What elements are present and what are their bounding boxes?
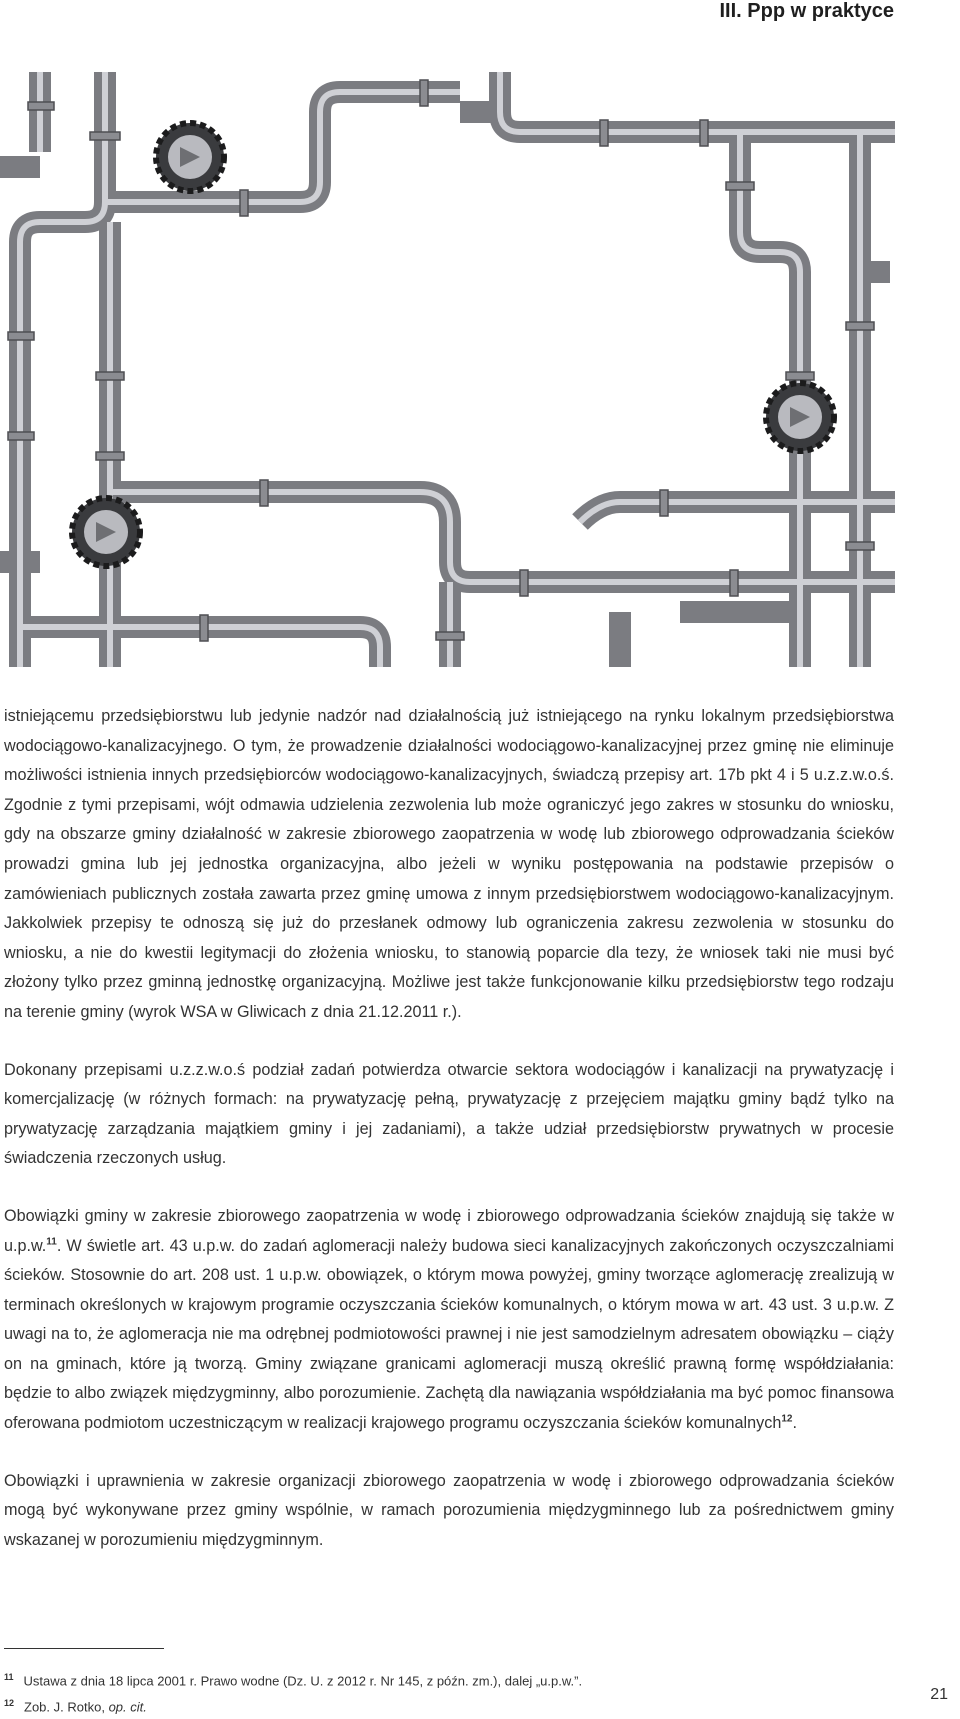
footnotes (4, 1666, 864, 1719)
paragraph-2: Dokonany przepisami u.z.z.w.o.ś podział zadań potwierdza otwarcie sektora wodociągów i kanalizacji na prywatyzację i komercjalizację (w różnych formach: na prywatyzację pełną, prywatyzację z przejęciem majątku gminy bądź tylko na prywatyzację zarządzania majątkiem gminy i jej zadaniami), a także udział przedsiębiorstw prywatnych w procesie świadczenia rzeczonych usług. (4, 1060, 894, 1168)
footnote-ref-11[interactable]: 11 (46, 1236, 57, 1248)
paragraph-3-part-b: . W świetle art. 43 u.p.w. do zadań aglomeracji należy budowa sieci kanalizacyjnych zakończonych oczyszczalniami ścieków. Stosownie do art. 208 ust. 1 u.p.w. obowiązek, o którym mowa powyżej, gminy tworzące aglomerację zrealizują w terminach określonych w krajowym programie oczyszczania ścieków komunalnych, o którym mowa w art. 43 ust. 3 u.p.w. Z uwagi na to, że aglomeracja nie ma odrębnej podmiotowości prawnej i nie jest samodzielnym adresatem obowiązku – ciąży on na gminach, które ją tworzą. Gminy związane granicami aglomeracji muszą określić prawną formę współdziałania: będzie to albo związek międzygminny, albo porozumienie. Zachętą dla nawiązania współdziałania ma być pomoc finansowa oferowana podmiotom uczestniczącym w realizacji krajowego programu oczyszczania ścieków komunalnych (4, 1236, 894, 1433)
pipes-with-valves-illustration (0, 72, 895, 667)
footnote-text: Ustawa z dnia 18 lipca 2001 r. Prawo wodne (Dz. U. z 2012 r. Nr 145, z późn. zm.), dalej „u.p.w.”. (23, 1673, 583, 1689)
section-header: III. Ppp w praktyce (719, 0, 894, 22)
page-number: 21 (930, 1686, 948, 1703)
footnote-ref-12[interactable]: 12 (781, 1413, 793, 1425)
paragraph-4: Obowiązki i uprawnienia w zakresie organizacji zbiorowego zaopatrzenia w wodę i zbiorowego odprowadzania ścieków mogą być wykonywane przez gminy wspólnie, w ramach porozumienia międzygminnego lub za pośrednictwem gminy wskazanej w porozumieniu międzygminnym. (4, 1471, 894, 1549)
footnote-number: 12 (4, 1698, 15, 1709)
paragraph-3 (4, 1202, 894, 1439)
paragraph-3-part-a: Obowiązki gminy w zakresie zbiorowego zaopatrzenia w wodę i zbiorowego odprowadzania ścieków znajdują się także w u.p.w. (4, 1206, 894, 1255)
paragraph-1: istniejącemu przedsiębiorstwu lub jedynie nadzór nad działalnością już istniejącego na rynku lokalnym przedsiębiorstwa wodociągowo-kanalizacyjnego. O tym, że prowadzenie działalności wodociągowo-kanalizacyjnej przez gminę nie eliminuje możliwości istnienia innych przedsiębiorców wodociągowo-kanalizacyjnych, świadczą przepisy art. 17b pkt 4 i 5 u.z.z.w.o.ś. Zgodnie z tymi przepisami, wójt odmawia udzielenia zezwolenia lub może ograniczyć jego zakres w stosunku do wniosku, gdy na obszarze gminy działalność w zakresie zbiorowego zaopatrzenia w wodę lub zbiorowego odprowadzania ścieków prowadzi gmina lub jej jednostka organizacyjna, albo jeżeli w wyniku postępowania na podstawie przepisów o zamówieniach publicznych została zawarta przez gminę umowa z innym przedsiębiorstwem wodociągowo-kanalizacyjnym. Jakkolwiek przepisy te odnoszą się już do przesłanek odmowy lub ograniczenia zakresu zezwolenia w stosunku do wniosku, a nie do kwestii legitymacji do złożenia wniosku, to stanowią poparcie dla tezy, że wniosek taki nie musi być złożony tylko przez gminną jednostkę organizacyjną. Możliwe jest także funkcjonowanie kilku przedsiębiorstw tego rodzaju na terenie gminy (wyrok WSA w Gliwicach z dnia 21.12.2011 r.). (4, 707, 894, 1021)
footnote-number: 11 (4, 1672, 14, 1682)
footnote-11 (4, 1666, 864, 1692)
main-text (4, 702, 894, 1583)
footnote-italic: op. cit. (108, 1699, 147, 1715)
footnote-divider (4, 1648, 164, 1649)
footnote-12 (4, 1692, 864, 1718)
footnote-text: Zob. J. Rotko, (24, 1699, 109, 1715)
paragraph-3-part-c: . (792, 1414, 797, 1433)
